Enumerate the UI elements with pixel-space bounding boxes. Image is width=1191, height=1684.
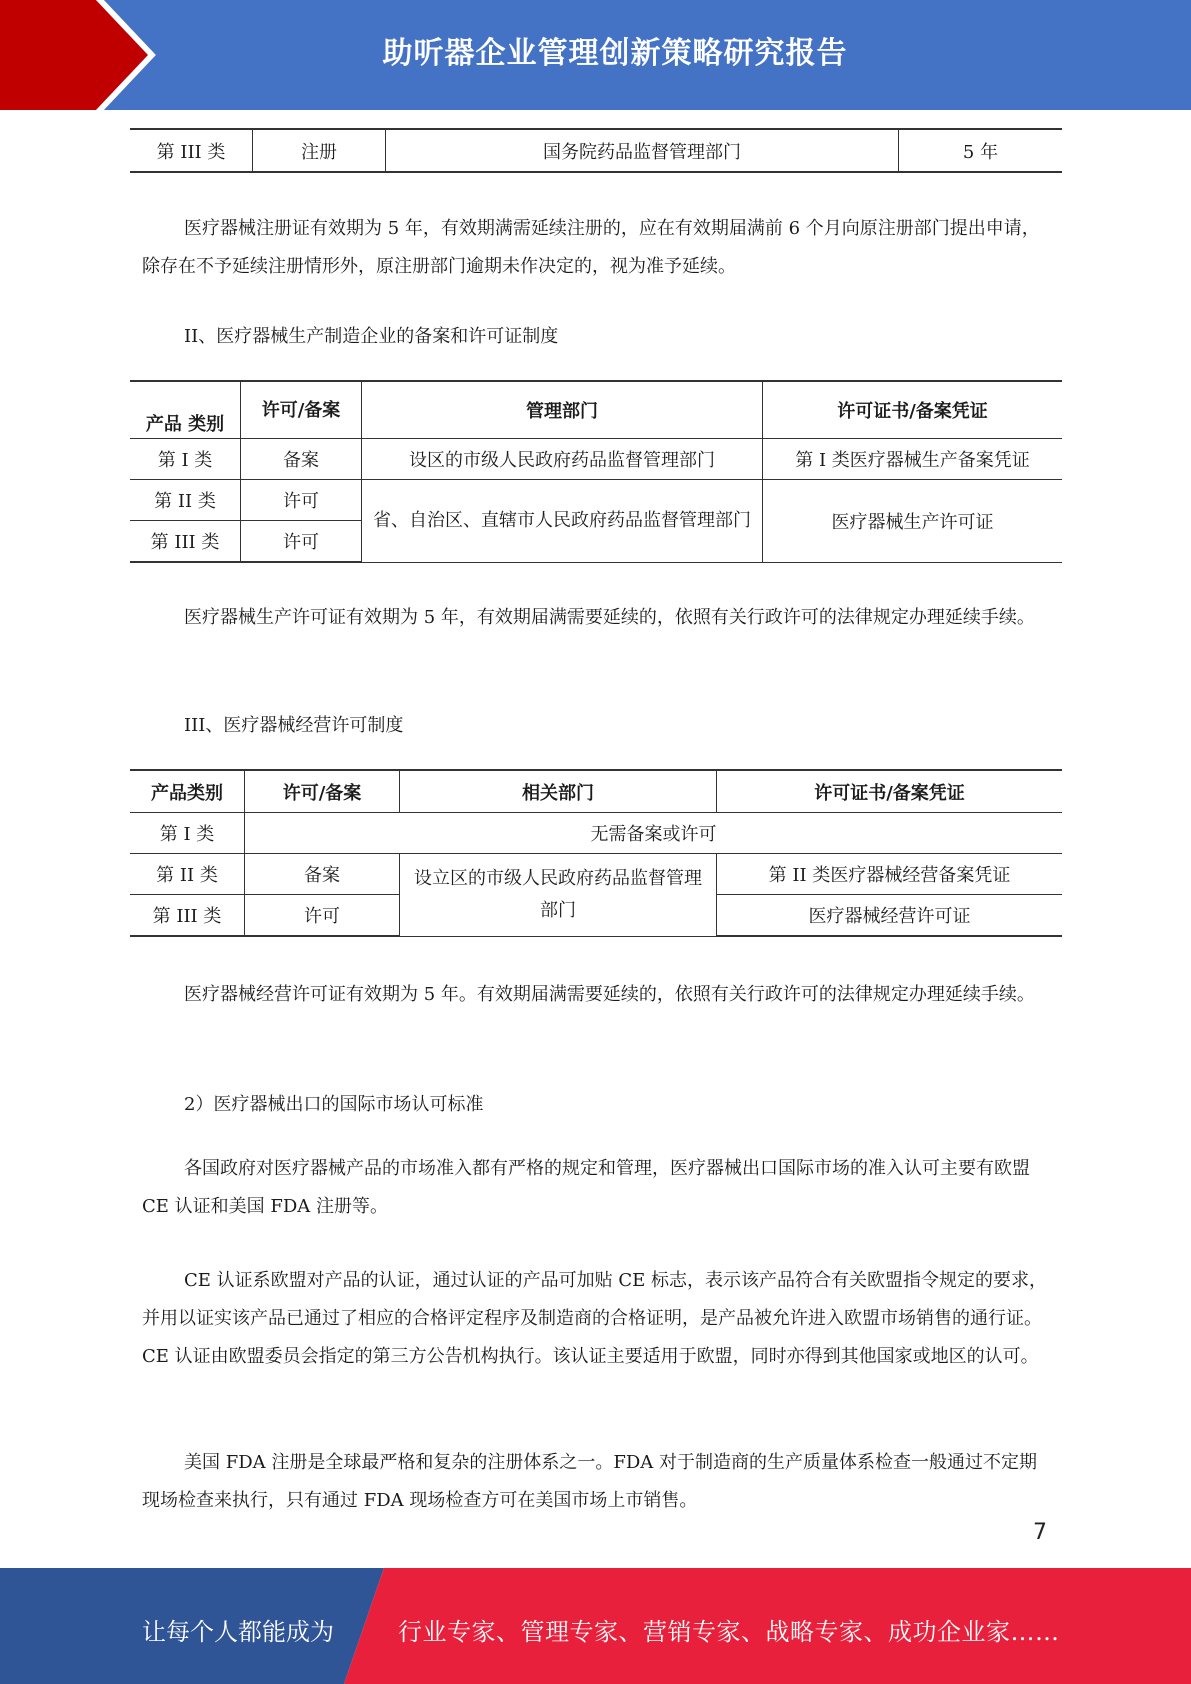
table-cell: 无需备案或许可 — [245, 813, 1063, 854]
table-cell: 设立区的市级人民政府药品监督管理部门 — [400, 854, 717, 937]
paragraph: 医疗器械经营许可证有效期为 5 年。有效期届满需要延续的，依照有关行政许可的法律规定办理延续手续。 — [184, 984, 1035, 1005]
table-row — [130, 129, 1062, 172]
table-cell: 第 II 类 — [130, 854, 245, 895]
column-header: 许可/备案 — [245, 770, 400, 813]
column-header: 相关部门 — [400, 770, 717, 813]
table-row — [130, 854, 1062, 895]
table-cell: 许可 — [241, 480, 362, 521]
paragraph: 医疗器械注册证有效期为 5 年，有效期满需延续注册的，应在有效期届满前 6 个月向原注册部门提出申请，除存在不予延续注册情形外，原注册部门逾期未作决定的，视为准予延续。 — [142, 218, 1040, 277]
table-cell: 第 III 类 — [130, 129, 253, 172]
table-row — [130, 813, 1062, 854]
table-cell: 备案 — [245, 854, 400, 895]
table-cell: 国务院药品监督管理部门 — [386, 129, 899, 172]
table-cell: 省、自治区、直辖市人民政府药品监督管理部门 — [362, 480, 763, 563]
table-cell: 许可 — [241, 521, 362, 563]
table-cell: 第 II 类 — [130, 480, 241, 521]
table-cell: 注册 — [253, 129, 386, 172]
table-cell: 第 II 类医疗器械经营备案凭证 — [717, 854, 1063, 895]
footer-slogan-left: 让每个人都能成为 — [142, 1618, 334, 1646]
paragraph: CE 认证系欧盟对产品的认证，通过认证的产品可加贴 CE 标志，表示该产品符合有关欧盟指令规定的要求，并用以证实该产品已通过了相应的合格评定程序及制造商的合格证明，是产品被允许进入欧盟市场销售的通行证。CE 认证由欧盟委员会指定的第三方公告机构执行。该认证主要适用于欧盟，同时亦得到其他国家或地区的认可。 — [142, 1270, 1047, 1367]
table-row — [130, 439, 1062, 480]
report-title: 助听器企业管理创新策略研究报告 — [382, 36, 848, 71]
table-header-row — [130, 770, 1062, 813]
registration-table-continued — [130, 128, 1062, 173]
column-header: 产品类别 — [130, 770, 245, 813]
column-header: 许可证书/备案凭证 — [717, 770, 1063, 813]
table-cell: 5 年 — [899, 129, 1063, 172]
table-header-row — [130, 381, 1062, 439]
table-cell: 许可 — [245, 895, 400, 937]
paragraph: 医疗器械生产许可证有效期为 5 年，有效期届满需要延续的，依照有关行政许可的法律规定办理延续手续。 — [184, 607, 1035, 628]
table-cell: 第 I 类医疗器械生产备案凭证 — [763, 439, 1063, 480]
table-cell: 第 I 类 — [130, 439, 241, 480]
page-number: 7 — [1033, 1520, 1047, 1545]
table-row — [130, 480, 1062, 521]
footer-slogan-right: 行业专家、管理专家、营销专家、战略专家、成功企业家…… — [398, 1618, 1060, 1646]
table-cell: 备案 — [241, 439, 362, 480]
column-header: 许可证书/备案凭证 — [763, 381, 1063, 439]
section-heading: III、医疗器械经营许可制度 — [184, 715, 404, 736]
column-header: 许可/备案 — [241, 381, 362, 439]
table-cell: 设区的市级人民政府药品监督管理部门 — [362, 439, 763, 480]
section-heading: II、医疗器械生产制造企业的备案和许可证制度 — [184, 326, 559, 347]
column-header: 管理部门 — [362, 381, 763, 439]
paragraph: 各国政府对医疗器械产品的市场准入都有严格的规定和管理，医疗器械出口国际市场的准入认可主要有欧盟 CE 认证和美国 FDA 注册等。 — [142, 1158, 1030, 1217]
column-header: 产品 类别 — [130, 381, 241, 439]
table-cell: 第 I 类 — [130, 813, 245, 854]
table-cell: 医疗器械生产许可证 — [763, 480, 1063, 563]
table-cell: 第 III 类 — [130, 521, 241, 563]
section-heading: 2）医疗器械出口的国际市场认可标准 — [184, 1094, 484, 1115]
production-license-table — [130, 380, 1062, 563]
table-cell: 第 III 类 — [130, 895, 245, 937]
table-cell: 医疗器械经营许可证 — [717, 895, 1063, 937]
distribution-license-table — [130, 769, 1062, 937]
paragraph: 美国 FDA 注册是全球最严格和复杂的注册体系之一。FDA 对于制造商的生产质量体系检查一般通过不定期现场检查来执行，只有通过 FDA 现场检查方可在美国市场上市销售。 — [142, 1452, 1038, 1511]
